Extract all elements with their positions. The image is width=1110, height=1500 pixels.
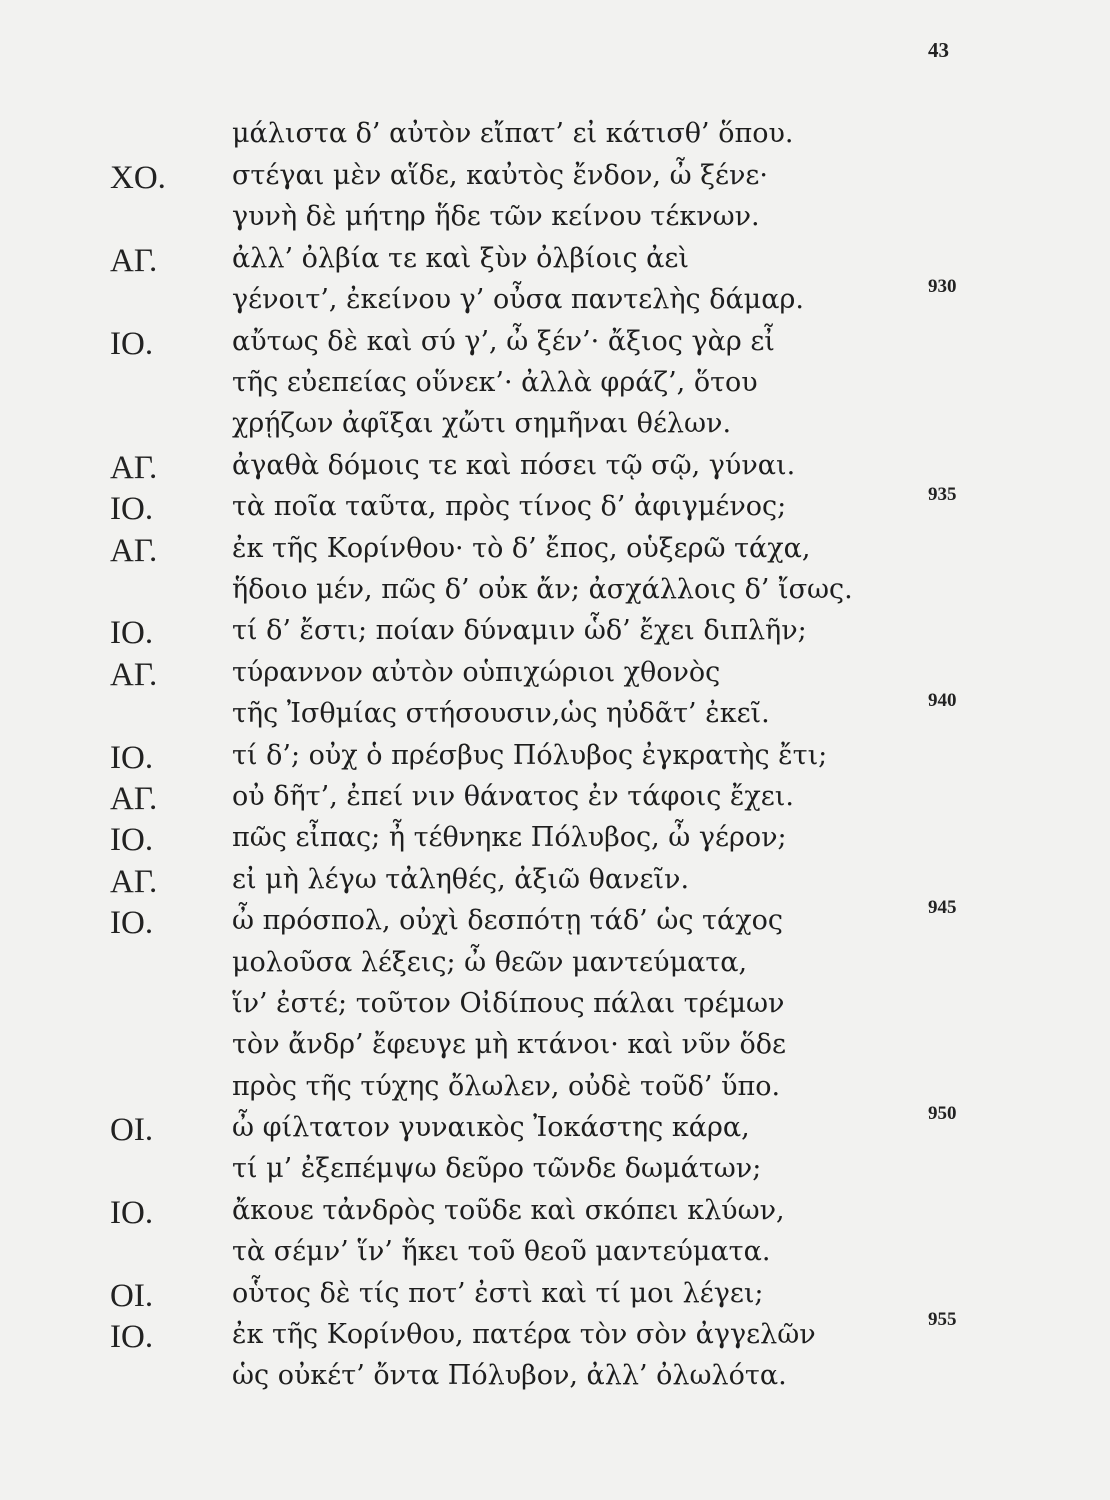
speaker-label: ΧΟ. <box>110 160 166 196</box>
verse-line <box>110 947 910 987</box>
verse-line <box>110 657 910 697</box>
verse-line <box>110 326 910 366</box>
verse-text-line: στέγαι μὲν αἵδε, καὐτὸς ἔνδον, ὦ ξένε· <box>232 160 769 191</box>
verse-text-line: ἐκ τῆς Κορίνθου, πατέρα τὸν σὸν ἀγγελῶν <box>232 1319 816 1350</box>
verse-line <box>110 1360 910 1400</box>
verse-text-line: πῶς εἶπας; ἦ τέθνηκε Πόλυβος, ὦ γέρον; <box>232 822 787 853</box>
verse-line <box>110 698 910 738</box>
verse-line <box>110 822 910 862</box>
speaker-label: ΙΟ. <box>110 822 154 858</box>
verse-line <box>110 160 910 200</box>
verse-line <box>110 740 910 780</box>
speaker-label: ΑΓ. <box>110 657 158 693</box>
verse-text-line: τὰ ποῖα ταῦτα, πρὸς τίνος δ’ ἀφιγμένος; <box>232 491 787 522</box>
line-number-marker: 955 <box>928 1309 957 1330</box>
verse-text-line: ἀγαθὰ δόμοις τε καὶ πόσει τῷ σῷ, γύναι. <box>232 450 796 481</box>
verse-text-line: τί μ’ ἐξεπέμψω δεῦρο τῶνδε δωμάτων; <box>232 1153 762 1184</box>
speaker-label: ΙΟ. <box>110 491 154 527</box>
verse-line <box>110 1278 910 1318</box>
verse-line <box>110 574 910 614</box>
verse-text-line: τῆς εὐεπείας οὕνεκ’· ἀλλὰ φράζ’, ὅτου <box>232 367 758 398</box>
verse-text-line: τί δ’; οὐχ ὁ πρέσβυς Πόλυβος ἐγκρατὴς ἔτι; <box>232 740 828 771</box>
speaker-label: ΙΟ. <box>110 326 154 362</box>
verse-text-line: τῆς Ἰσθμίας στήσουσιν,ὡς ηὐδᾶτ’ ἐκεῖ. <box>232 698 770 729</box>
verse-text-line: μάλιστα δ’ αὐτὸν εἴπατ’ εἰ κάτισθ’ ὅπου. <box>232 118 794 149</box>
verse-line <box>110 1071 910 1111</box>
speaker-label: ΑΓ. <box>110 781 158 817</box>
verse-line <box>110 1236 910 1276</box>
line-number-marker: 950 <box>928 1103 957 1124</box>
verse-line <box>110 450 910 490</box>
verse-text-line: γένοιτ’, ἐκείνου γ’ οὖσα παντελὴς δάμαρ. <box>232 284 804 315</box>
line-number-marker: 930 <box>928 276 957 297</box>
verse-line <box>110 533 910 573</box>
verse-text-line: χρῄζων ἀφῖξαι χὤτι σημῆναι θέλων. <box>232 408 732 439</box>
line-number-marker: 940 <box>928 690 957 711</box>
verse-line <box>110 1153 910 1193</box>
verse-line <box>110 243 910 283</box>
verse-text-line: ἥδοιο μέν, πῶς δ’ οὐκ ἄν; ἀσχάλλοις δ’ ἴσως. <box>232 574 853 605</box>
speaker-label: ΙΟ. <box>110 1195 154 1231</box>
speaker-label: ΑΓ. <box>110 533 158 569</box>
speaker-label: ΟΙ. <box>110 1112 154 1148</box>
verse-text-line: αὔτως δὲ καὶ σύ γ’, ὦ ξέν’· ἄξιος γὰρ εἶ <box>232 326 775 357</box>
speaker-label: ΑΓ. <box>110 864 158 900</box>
verse-text-line: τύραννον αὐτὸν οὑπιχώριοι χθονὸς <box>232 657 721 688</box>
verse-line <box>110 615 910 655</box>
verse-text-line: εἰ μὴ λέγω τἀληθές, ἀξιῶ θανεῖν. <box>232 864 690 895</box>
verse-text-line: ἵν’ ἐστέ; τοῦτον Οἰδίπους πάλαι τρέμων <box>232 988 785 1019</box>
verse-line <box>110 1029 910 1069</box>
verse-text-line: τὸν ἄνδρ’ ἔφευγε μὴ κτάνοι· καὶ νῦν ὅδε <box>232 1029 787 1060</box>
verse-text-line: ἐκ τῆς Κορίνθου· τὸ δ’ ἔπος, οὑξερῶ τάχα, <box>232 533 811 564</box>
verse-text-line: γυνὴ δὲ μήτηρ ἥδε τῶν κείνου τέκνων. <box>232 201 760 232</box>
verse-line <box>110 118 910 158</box>
verse-text-line: τί δ’ ἔστι; ποίαν δύναμιν ὧδ’ ἔχει διπλῆν; <box>232 615 807 646</box>
line-number-marker: 935 <box>928 484 957 505</box>
verse-line <box>110 1319 910 1359</box>
verse-line <box>110 408 910 448</box>
verse-text-line: τὰ σέμν’ ἵν’ ἥκει τοῦ θεοῦ μαντεύματα. <box>232 1236 771 1267</box>
verse-line <box>110 781 910 821</box>
speaker-label: ΑΓ. <box>110 450 158 486</box>
line-number-marker: 945 <box>928 897 957 918</box>
verse-text-line: πρὸς τῆς τύχης ὄλωλεν, οὐδὲ τοῦδ’ ὕπο. <box>232 1071 781 1102</box>
verse-line <box>110 367 910 407</box>
page-number: 43 <box>928 38 949 62</box>
verse-line <box>110 1112 910 1152</box>
speaker-label: ΙΟ. <box>110 905 154 941</box>
verse-line <box>110 201 910 241</box>
verse-line <box>110 864 910 904</box>
speaker-label: ΙΟ. <box>110 615 154 651</box>
verse-text-line: οὗτος δὲ τίς ποτ’ ἐστὶ καὶ τί μοι λέγει; <box>232 1278 764 1309</box>
speaker-label: ΙΟ. <box>110 740 154 776</box>
verse-line <box>110 1195 910 1235</box>
verse-line <box>110 284 910 324</box>
verse-text-line: ὡς οὐκέτ’ ὄντα Πόλυβον, ἀλλ’ ὀλωλότα. <box>232 1360 787 1391</box>
verse-text-line: οὐ δῆτ’, ἐπεί νιν θάνατος ἐν τάφοις ἔχει. <box>232 781 794 812</box>
speaker-label: ΑΓ. <box>110 243 158 279</box>
verse-text-line: ὦ πρόσπολ, οὐχὶ δεσπότῃ τάδ’ ὡς τάχος <box>232 905 783 936</box>
verse-text-line: μολοῦσα λέξεις; ὦ θεῶν μαντεύματα, <box>232 947 748 978</box>
verse-text-line: ἄκουε τἀνδρὸς τοῦδε καὶ σκόπει κλύων, <box>232 1195 785 1226</box>
verse-line <box>110 491 910 531</box>
speaker-label: ΙΟ. <box>110 1319 154 1355</box>
speaker-label: ΟΙ. <box>110 1278 154 1314</box>
verse-line <box>110 905 910 945</box>
verse-line <box>110 988 910 1028</box>
verse-text-line: ἀλλ’ ὀλβία τε καὶ ξὺν ὀλβίοις ἀεὶ <box>232 243 689 274</box>
verse-text-line: ὦ φίλτατον γυναικὸς Ἰοκάστης κάρα, <box>232 1112 750 1143</box>
